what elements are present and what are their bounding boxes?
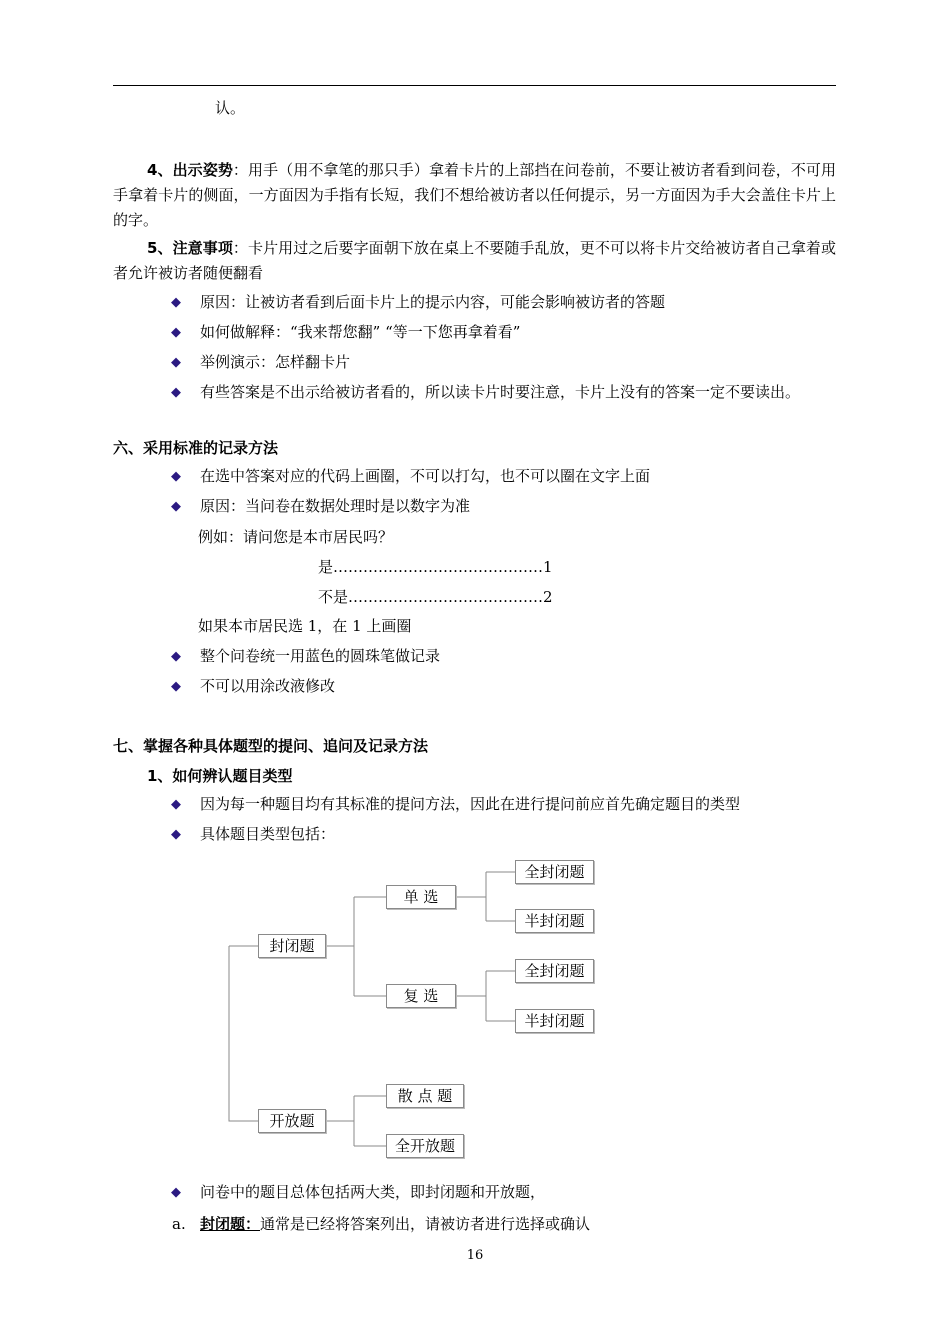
list-item: ◆ 如何做解释：“我来帮您翻” “等一下您再拿着看” [167,320,837,345]
item-a-label: 封闭题： [200,1215,261,1233]
label-notes: 5、注意事项 [147,239,233,257]
diamond-bullet-icon: ◆ [171,827,181,842]
label-display-posture: 4、出示姿势 [147,161,233,179]
node-closed-question: 封闭题 [258,934,326,958]
example-note: 如果本市居民选 1，在 1 上画圈 [198,617,412,635]
node-single-full-closed: 全封闭题 [515,860,594,884]
list-item: ◆ 因为每一种题目均有其标准的提问方法，因此在进行提问前应首先确定题目的类型 [167,792,837,817]
paragraph-notes: 5、注意事项：卡片用过之后要字面朝下放在桌上不要随手乱放，更不可以将卡片交给被访者自己拿着或者允许被访者随便翻看 [113,239,836,282]
subheading-identify-types: 1、如何辨认题目类型 [147,767,293,785]
node-single-choice: 单 选 [386,885,456,909]
section-heading-7: 七、掌握各种具体题型的提问、追问及记录方法 [113,737,429,755]
diamond-bullet-icon: ◆ [171,1185,181,1200]
diamond-bullet-icon: ◆ [171,295,181,310]
node-open-question: 开放题 [258,1109,326,1133]
diamond-bullet-icon: ◆ [171,469,181,484]
continued-text: 认。 [215,99,246,117]
diamond-bullet-icon: ◆ [171,325,181,340]
node-full-open-question: 全开放题 [386,1134,464,1158]
connector-root [229,946,258,1121]
list-item: ◆ 举例演示：怎样翻卡片 [167,350,837,375]
list-item: ◆ 问卷中的题目总体包括两大类，即封闭题和开放题， [167,1180,837,1205]
list-item: ◆ 不可以用涂改液修改 [167,674,837,699]
section-heading-6: 六、采用标准的记录方法 [113,439,279,457]
paragraph-display-posture: 4、出示姿势：用手（用不拿笔的那只手）拿着卡片的上部挡在问卷前，不要让被访者看到问卷，不可用手拿着卡片的侧面，一方面因为手指有长短，我们不想给被访者以任何提示，另一方面因为手大会盖住卡片上的字。 [113,161,836,229]
page-number: 16 [466,1248,484,1263]
item-a [200,1214,590,1234]
node-multi-full-closed: 全封闭题 [515,959,594,983]
diamond-bullet-icon: ◆ [171,649,181,664]
text-display-posture: 用手（用不拿笔的那只手）拿着卡片的上部挡在问卷前，不要让被访者看到问卷，不可用手拿着卡片的侧面，一方面因为手指有长短，我们不想给被访者以任何提示，另一方面因为手大会盖住卡片上的字。 [113,161,836,229]
node-single-half-closed: 半封闭题 [515,909,594,933]
list-item: ◆ 有些答案是不出示给被访者看的，所以读卡片时要注意，卡片上没有的答案一定不要读出。 [167,380,837,405]
list-item: ◆ 原因：让被访者看到后面卡片上的提示内容，可能会影响被访者的答题 [167,290,837,315]
item-a-text: 通常是已经将答案列出，请被访者进行选择或确认 [260,1215,591,1233]
diamond-bullet-icon: ◆ [171,679,181,694]
example-option-2: 不是…………………………………2 [318,588,553,606]
node-scatter-question: 散 点 题 [386,1084,464,1108]
list-item: ◆ 具体题目类型包括： [167,822,837,847]
diamond-bullet-icon: ◆ [171,355,181,370]
node-multi-half-closed: 半封闭题 [515,1009,594,1033]
text-notes: 卡片用过之后要字面朝下放在桌上不要随手乱放，更不可以将卡片交给被访者自己拿着或者允许被访者随便翻看 [113,239,836,282]
list-item: ◆ 在选中答案对应的代码上画圈，不可以打勾，也不可以圈在文字上面 [167,464,837,489]
list-item: ◆ 原因：当问卷在数据处理时是以数字为准 [167,494,837,519]
diamond-bullet-icon: ◆ [171,385,181,400]
example-option-1: 是……………………………………1 [318,558,553,576]
item-a-marker: a. [172,1215,186,1233]
node-multiple-choice: 复 选 [386,984,456,1008]
diamond-bullet-icon: ◆ [171,499,181,514]
list-item: ◆ 整个问卷统一用蓝色的圆珠笔做记录 [167,644,837,669]
example-question: 例如：请问您是本市居民吗？ [198,528,394,546]
diamond-bullet-icon: ◆ [171,797,181,812]
